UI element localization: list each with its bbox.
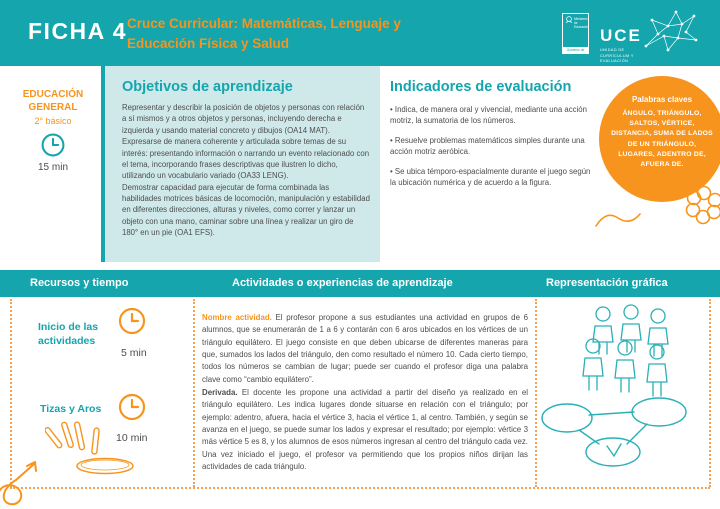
flower-doodle-icon <box>683 184 720 226</box>
indicator-item: • Se ubica témporo-espacialmente durante el juego según la ubicación numérica y de acuerdo a la figura. <box>390 166 592 189</box>
uce-logo-label: UCE <box>600 26 642 45</box>
activity-derived-text: El docente les propone una actividad a partir del diseño ya realizado en el triángulo equilátero. Les indica lugares donde situarse en relación con el triángulo; por ejemplo: adentro, afuera, hacia el vértice 3, hacia el vértice 1, al centro. También, y según se avanza en el juego, se puede sumar los lados y expresar el resultado; por ejemplo: vértice 3 más vértice 5 es 8, y los alumnos de esos números ingresan al centro del triángulo cada vez. Una vez iniciado el juego, el profesor va permitiendo que los propios niños dirijan las actividades de cada triángulo. <box>202 387 528 471</box>
activity-paragraph-derived <box>202 387 528 473</box>
page-title-line2: Educación Física y Salud <box>127 35 290 51</box>
sidebar-category-label: EDUCACIÓN GENERAL <box>22 89 84 113</box>
activities-text <box>202 312 528 474</box>
grid-border-bottom <box>10 487 710 489</box>
clock-icon <box>117 306 147 336</box>
swirl-arrow-doodle-icon <box>0 448 66 509</box>
activity-paragraph-main <box>202 312 528 386</box>
keywords-heading: Palabras claves <box>631 95 693 104</box>
objective-item: Demostrar capacidad para ejecutar de forma combinada las habilidades motrices básicas de locomoción, manipulación y estabilidad en diferentes direcciones, alturas y niveles, como correr y lanzar un objeto con una mano, caminar sobre una línea y realizar un giro de 180° en un pie (OA1 EFS). <box>122 182 370 238</box>
ministry-logo-text: Ministerio de Educación <box>574 17 589 30</box>
ministry-logo-strip: Gobierno de Chile <box>563 47 588 53</box>
resource-item-duration: 10 min <box>116 432 148 444</box>
indicator-item: • Indica, de manera oral y vivencial, mediante una acción motriz, la sumatoria de los números. <box>390 104 592 127</box>
ficha-number-label: FICHA 4 <box>28 18 128 44</box>
hoop-icon <box>74 455 136 477</box>
column-header-graphic: Representación gráfica <box>546 277 668 289</box>
sidebar-duration-label: 15 min <box>37 162 68 173</box>
clock-icon <box>117 392 147 422</box>
page-title-line1: Cruce Curricular: Matemáticas, Lenguaje y <box>127 16 401 31</box>
resource-item-label: Inicio de las actividades <box>38 321 99 348</box>
column-header-activities: Actividades o experiencias de aprendizaje <box>232 277 453 289</box>
ministry-emblem-icon <box>565 16 573 24</box>
sidebar-grade-label: 2° básico <box>34 116 72 126</box>
indicators-list <box>390 104 592 196</box>
constellation-doodle-icon <box>638 6 700 54</box>
objective-item: Expresarse de manera coherente y articulada sobre temas de su interés: presentando información o narrando un evento relacionado con el tema, incorporando frases descriptivas que ilustren lo dicho, utilizando un vocabulario variado (OA33 LENG). <box>122 137 370 181</box>
resource-item-label: Tizas y Aros <box>40 403 102 415</box>
header-bar <box>0 0 720 66</box>
ministry-logo <box>562 13 589 58</box>
keywords-list: ÁNGULO, TRIÁNGULO, SALTOS, VÉRTICE, DISTANCIA, SUMA DE LADOS DE UN TRIÁNGULO, LUGARES, ADENTRO DE, AFUERA DE. <box>611 110 713 168</box>
objective-item: Representar y describir la posición de objetos y personas con relación a sí mismos y a otros objetos y personas, incluyendo derecha e izquierda y usando material concreto y dibujos (OA14 MAT). <box>122 103 365 135</box>
indicator-item: • Resuelve problemas matemáticos simples durante una acción motriz aeróbica. <box>390 135 592 158</box>
activity-derived-lead: Derivada. <box>202 387 238 397</box>
uce-logo-subtitle: UNIDAD DE CURRÍCULUM Y EVALUACIÓN <box>600 48 634 63</box>
indicators-heading: Indicadores de evaluación <box>390 79 572 95</box>
grid-border-col1 <box>193 299 195 487</box>
curl-doodle-icon <box>594 206 642 232</box>
objectives-heading: Objetivos de aprendizaje <box>122 79 293 95</box>
clock-icon <box>40 132 66 158</box>
page-title <box>127 14 467 53</box>
column-header-resources: Recursos y tiempo <box>30 277 129 289</box>
activity-main-text: El profesor propone a sus estudiantes una actividad en grupos de 6 alumnos, que se enumerarán de 1 a 6 y contarán con 6 aros ubicados en los vértices de un triángulo equilátero. El juego consiste en que deben ubicarse de diferentes maneras para que, sumados los lados del triángulo, den como resultado el número 10. Cada cierto tiempo, todos los números se cambian de lugar; puede ser cuando el profesor diga una palabra clave como “cambio equilátero”. <box>202 313 529 384</box>
resource-item-duration: 5 min <box>121 347 147 359</box>
objectives-text <box>122 102 370 239</box>
children-triangle-illustration <box>537 300 715 468</box>
activity-name-lead: Nombre actividad. <box>202 313 272 322</box>
